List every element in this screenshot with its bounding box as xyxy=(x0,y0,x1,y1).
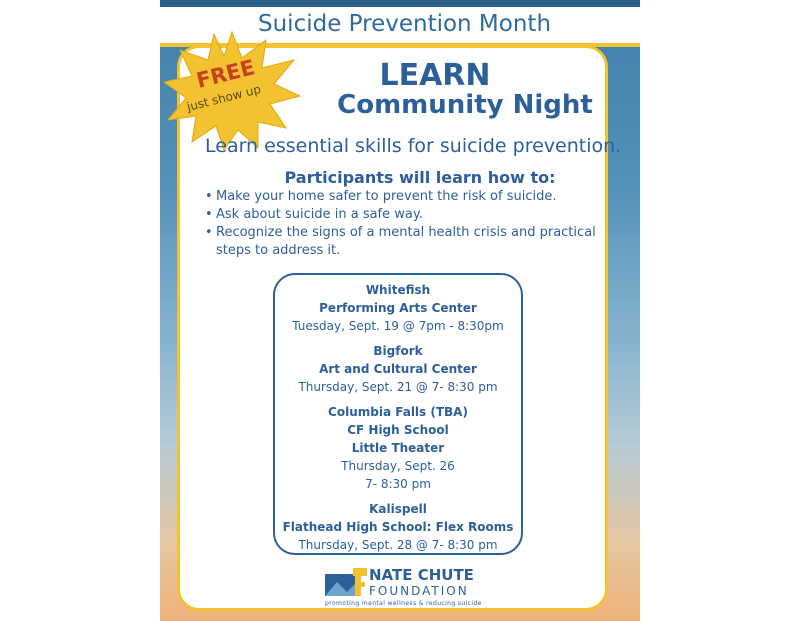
events-box xyxy=(273,273,523,555)
event-venue: Performing Arts Center xyxy=(319,301,477,315)
page-title: Suicide Prevention Month xyxy=(258,11,552,37)
learn-heading: Participants will learn how to: xyxy=(284,168,556,187)
event-town: Bigfork xyxy=(373,344,423,358)
free-badge xyxy=(162,30,302,150)
event-venue: Art and Cultural Center xyxy=(319,362,477,376)
logo-tagline: promoting mental wellness & reducing suicide xyxy=(325,600,482,607)
logo-subtitle: FOUNDATION xyxy=(369,584,469,598)
event-columbia-falls xyxy=(275,403,521,493)
event-time: Thursday, Sept. 26 xyxy=(341,459,455,473)
learn-list xyxy=(205,188,600,260)
event-time: Tuesday, Sept. 19 @ 7pm - 8:30pm xyxy=(292,319,504,333)
list-item: • Ask about suicide in a safe way. xyxy=(205,206,600,224)
list-item: • Recognize the signs of a mental health crisis and practical steps to address it. xyxy=(205,224,600,260)
event-kalispell xyxy=(275,500,521,554)
top-strip xyxy=(160,0,640,7)
foundation-logo xyxy=(325,566,515,612)
event-title: LEARN xyxy=(379,58,491,93)
event-time: Thursday, Sept. 28 @ 7- 8:30 pm xyxy=(298,538,498,552)
event-venue: Little Theater xyxy=(351,441,445,455)
event-time: Thursday, Sept. 21 @ 7- 8:30 pm xyxy=(298,380,498,394)
event-subtitle: Community Night xyxy=(337,90,593,120)
event-town: Whitefish xyxy=(365,283,431,297)
logo-name: NATE CHUTE xyxy=(369,566,474,584)
flyer xyxy=(160,0,640,621)
event-bigfork xyxy=(275,342,521,396)
event-venue: Flathead High School: Flex Rooms xyxy=(282,520,514,534)
event-town: Columbia Falls (TBA) xyxy=(328,405,468,419)
event-venue: CF High School xyxy=(347,423,449,437)
event-time: 7- 8:30 pm xyxy=(365,477,431,491)
event-whitefish xyxy=(275,281,521,335)
free-subtext: just show up xyxy=(185,82,263,114)
event-town: Kalispell xyxy=(369,502,427,516)
ncf-logo-icon xyxy=(325,568,367,598)
free-label: FREE xyxy=(193,55,258,93)
tagline: Learn essential skills for suicide prevention. xyxy=(205,135,622,157)
list-item: • Make your home safer to prevent the risk of suicide. xyxy=(205,188,600,206)
